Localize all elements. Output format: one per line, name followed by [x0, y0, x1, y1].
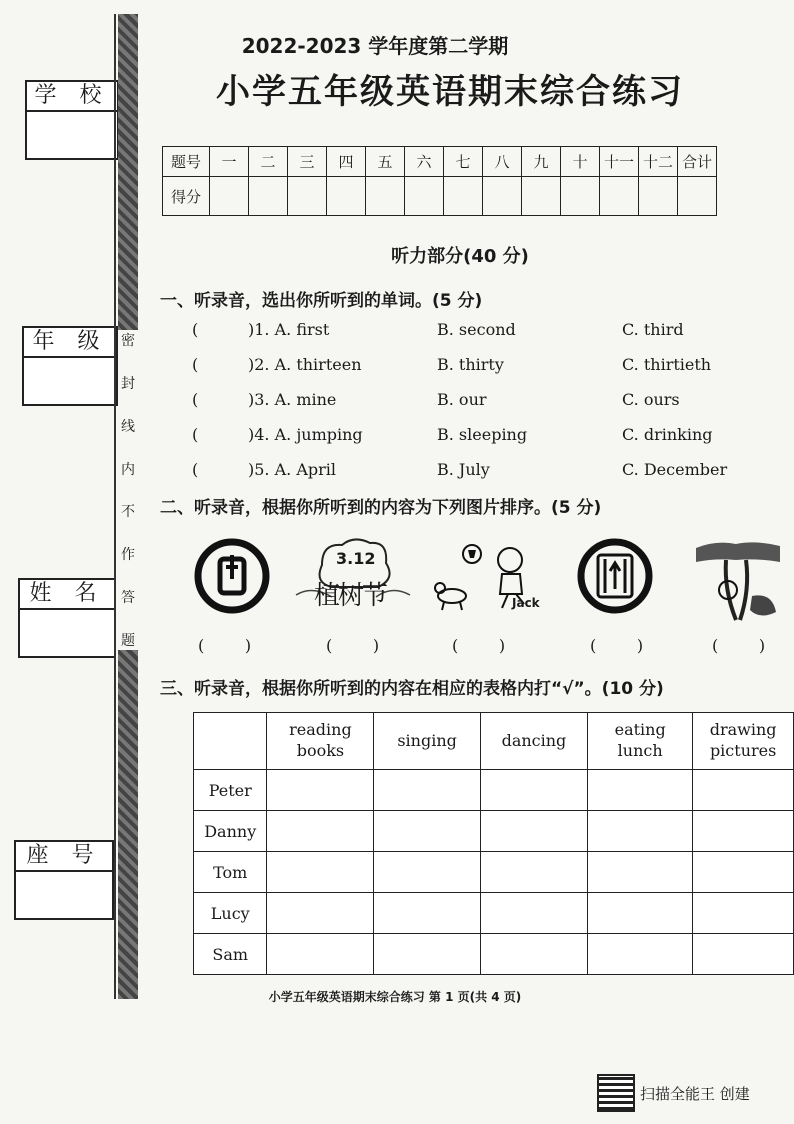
question-option-b: B. thirty — [437, 355, 504, 374]
check-cell[interactable] — [588, 770, 693, 811]
question-option-b: B. second — [437, 320, 516, 339]
score-header-cell: 四 — [327, 147, 366, 177]
score-header-cell: 六 — [405, 147, 444, 177]
question-option-a: )3. A. mine — [248, 390, 337, 409]
check-cell[interactable] — [374, 770, 480, 811]
score-row-label: 得分 — [163, 177, 210, 216]
check-cell[interactable] — [693, 852, 794, 893]
seat-box — [14, 840, 114, 920]
question-option-b: B. sleeping — [437, 425, 528, 444]
section3-title: 三、听录音，根据你所听到的内容在相应的表格内打“√”。(10 分) — [160, 679, 664, 699]
picture-order-blank[interactable]: ( ) — [326, 636, 380, 655]
score-input-cell[interactable] — [405, 177, 444, 216]
score-input-cell[interactable] — [288, 177, 327, 216]
grade-box — [22, 326, 118, 406]
score-header-cell: 五 — [366, 147, 405, 177]
question-option-a: )4. A. jumping — [248, 425, 363, 444]
score-header-cell: 十二 — [639, 147, 678, 177]
question-option-b: B. our — [437, 390, 487, 409]
score-header-cell: 十一 — [600, 147, 639, 177]
check-cell[interactable] — [588, 811, 693, 852]
score-input-cell[interactable] — [327, 177, 366, 216]
corner-cell — [194, 713, 267, 770]
section1-title: 一、听录音，选出你所听到的单词。(5 分) — [160, 291, 483, 311]
score-input-cell[interactable] — [483, 177, 522, 216]
score-value-row — [163, 177, 717, 216]
seal-char: 作 — [121, 547, 135, 564]
answer-blank-open[interactable]: ( — [192, 460, 199, 479]
one-way-sign-icon — [576, 537, 654, 615]
table-row — [194, 934, 794, 975]
score-header-cell: 一 — [210, 147, 249, 177]
term-title: 2022-2023 学年度第二学期 — [241, 34, 509, 58]
activity-table — [193, 712, 794, 975]
answer-blank-open[interactable]: ( — [192, 355, 199, 374]
name-box — [18, 578, 116, 658]
table-row — [194, 852, 794, 893]
score-table — [162, 146, 717, 216]
score-input-cell[interactable] — [678, 177, 717, 216]
answer-blank-open[interactable]: ( — [192, 425, 199, 444]
student-name-cell: Peter — [194, 770, 267, 811]
picture-order-blank[interactable]: ( ) — [590, 636, 644, 655]
check-cell[interactable] — [480, 811, 587, 852]
seal-char: 题 — [121, 632, 135, 649]
student-name-cell: Tom — [194, 852, 267, 893]
activity-header-row — [194, 713, 794, 770]
jack-label: Jack — [512, 596, 540, 610]
qr-code-icon — [597, 1074, 635, 1112]
check-cell[interactable] — [693, 770, 794, 811]
score-input-cell[interactable] — [444, 177, 483, 216]
score-header-cell: 九 — [522, 147, 561, 177]
monkey-in-tree-picture — [696, 540, 780, 622]
question-option-c: C. ours — [622, 390, 680, 409]
student-name-cell: Sam — [194, 934, 267, 975]
check-cell[interactable] — [267, 893, 374, 934]
score-input-cell[interactable] — [366, 177, 405, 216]
answer-blank-open[interactable]: ( — [192, 320, 199, 339]
student-name-cell: Danny — [194, 811, 267, 852]
seal-char: 内 — [121, 461, 135, 478]
check-cell[interactable] — [267, 811, 374, 852]
check-cell[interactable] — [588, 852, 693, 893]
jack-playing-football-picture — [430, 540, 550, 616]
scanner-watermark: 扫描全能王 创建 — [640, 1085, 750, 1103]
score-header-cell: 合计 — [678, 147, 717, 177]
table-row — [194, 893, 794, 934]
page-title: 小学五年级英语期末综合练习 — [216, 72, 684, 112]
check-cell[interactable] — [267, 770, 374, 811]
table-row — [194, 770, 794, 811]
seal-char: 封 — [121, 375, 135, 392]
check-cell[interactable] — [480, 934, 587, 975]
score-header-cell: 题号 — [163, 147, 210, 177]
check-cell[interactable] — [480, 852, 587, 893]
seal-char: 答 — [121, 590, 135, 607]
seal-text — [118, 330, 138, 650]
seal-char: 线 — [121, 418, 135, 435]
score-input-cell[interactable] — [561, 177, 600, 216]
grade-label: 年 级 — [24, 328, 116, 358]
score-input-cell[interactable] — [210, 177, 249, 216]
seal-char: 密 — [121, 333, 135, 349]
question-option-a: )2. A. thirteen — [248, 355, 362, 374]
tree-date-label: 3.12 — [336, 549, 376, 568]
check-cell[interactable] — [693, 934, 794, 975]
check-cell[interactable] — [588, 893, 693, 934]
check-cell[interactable] — [480, 770, 587, 811]
listening-heading: 听力部分(40 分) — [391, 246, 529, 267]
picture-order-blank[interactable]: ( ) — [712, 636, 766, 655]
check-cell[interactable] — [480, 893, 587, 934]
check-cell[interactable] — [374, 811, 480, 852]
activity-column-header: dancing — [480, 713, 587, 770]
score-input-cell[interactable] — [639, 177, 678, 216]
no-touch-sign-icon — [193, 537, 271, 615]
activity-column-header: drawing pictures — [693, 713, 794, 770]
check-cell[interactable] — [267, 852, 374, 893]
question-option-b: B. July — [437, 460, 490, 479]
score-header-cell: 七 — [444, 147, 483, 177]
score-input-cell[interactable] — [600, 177, 639, 216]
score-header-cell: 三 — [288, 147, 327, 177]
score-header-cell: 二 — [249, 147, 288, 177]
seal-char: 不 — [121, 504, 135, 521]
seat-label: 座 号 — [16, 842, 112, 872]
activity-column-header: eating lunch — [588, 713, 693, 770]
question-option-a: )5. A. April — [248, 460, 336, 479]
binding-line — [114, 14, 116, 999]
score-input-cell[interactable] — [249, 177, 288, 216]
school-box — [25, 80, 119, 160]
question-option-c: C. third — [622, 320, 684, 339]
check-cell[interactable] — [374, 934, 480, 975]
score-header-row — [163, 147, 717, 177]
check-cell[interactable] — [693, 893, 794, 934]
answer-blank-open[interactable]: ( — [192, 390, 199, 409]
school-label: 学 校 — [27, 82, 117, 112]
tree-day-label: 植树节 — [314, 581, 387, 611]
check-cell[interactable] — [267, 934, 374, 975]
question-option-c: C. thirtieth — [622, 355, 712, 374]
page-footer: 小学五年级英语期末综合练习 第 1 页(共 4 页) — [268, 990, 522, 1004]
student-name-cell: Lucy — [194, 893, 267, 934]
tree-planting-day-icon — [292, 535, 414, 621]
check-cell[interactable] — [374, 852, 480, 893]
score-header-cell: 十 — [561, 147, 600, 177]
score-input-cell[interactable] — [522, 177, 561, 216]
activity-column-header: reading books — [267, 713, 374, 770]
table-row — [194, 811, 794, 852]
question-option-a: )1. A. first — [248, 320, 330, 339]
check-cell[interactable] — [374, 893, 480, 934]
section2-title: 二、听录音，根据你所听到的内容为下列图片排序。(5 分) — [160, 498, 602, 518]
question-option-c: C. drinking — [622, 425, 713, 444]
question-option-c: C. December — [622, 460, 728, 479]
name-label: 姓 名 — [20, 580, 114, 610]
picture-order-blank[interactable]: ( ) — [198, 636, 252, 655]
check-cell[interactable] — [693, 811, 794, 852]
check-cell[interactable] — [588, 934, 693, 975]
score-header-cell: 八 — [483, 147, 522, 177]
picture-order-blank[interactable]: ( ) — [452, 636, 506, 655]
activity-column-header: singing — [374, 713, 480, 770]
